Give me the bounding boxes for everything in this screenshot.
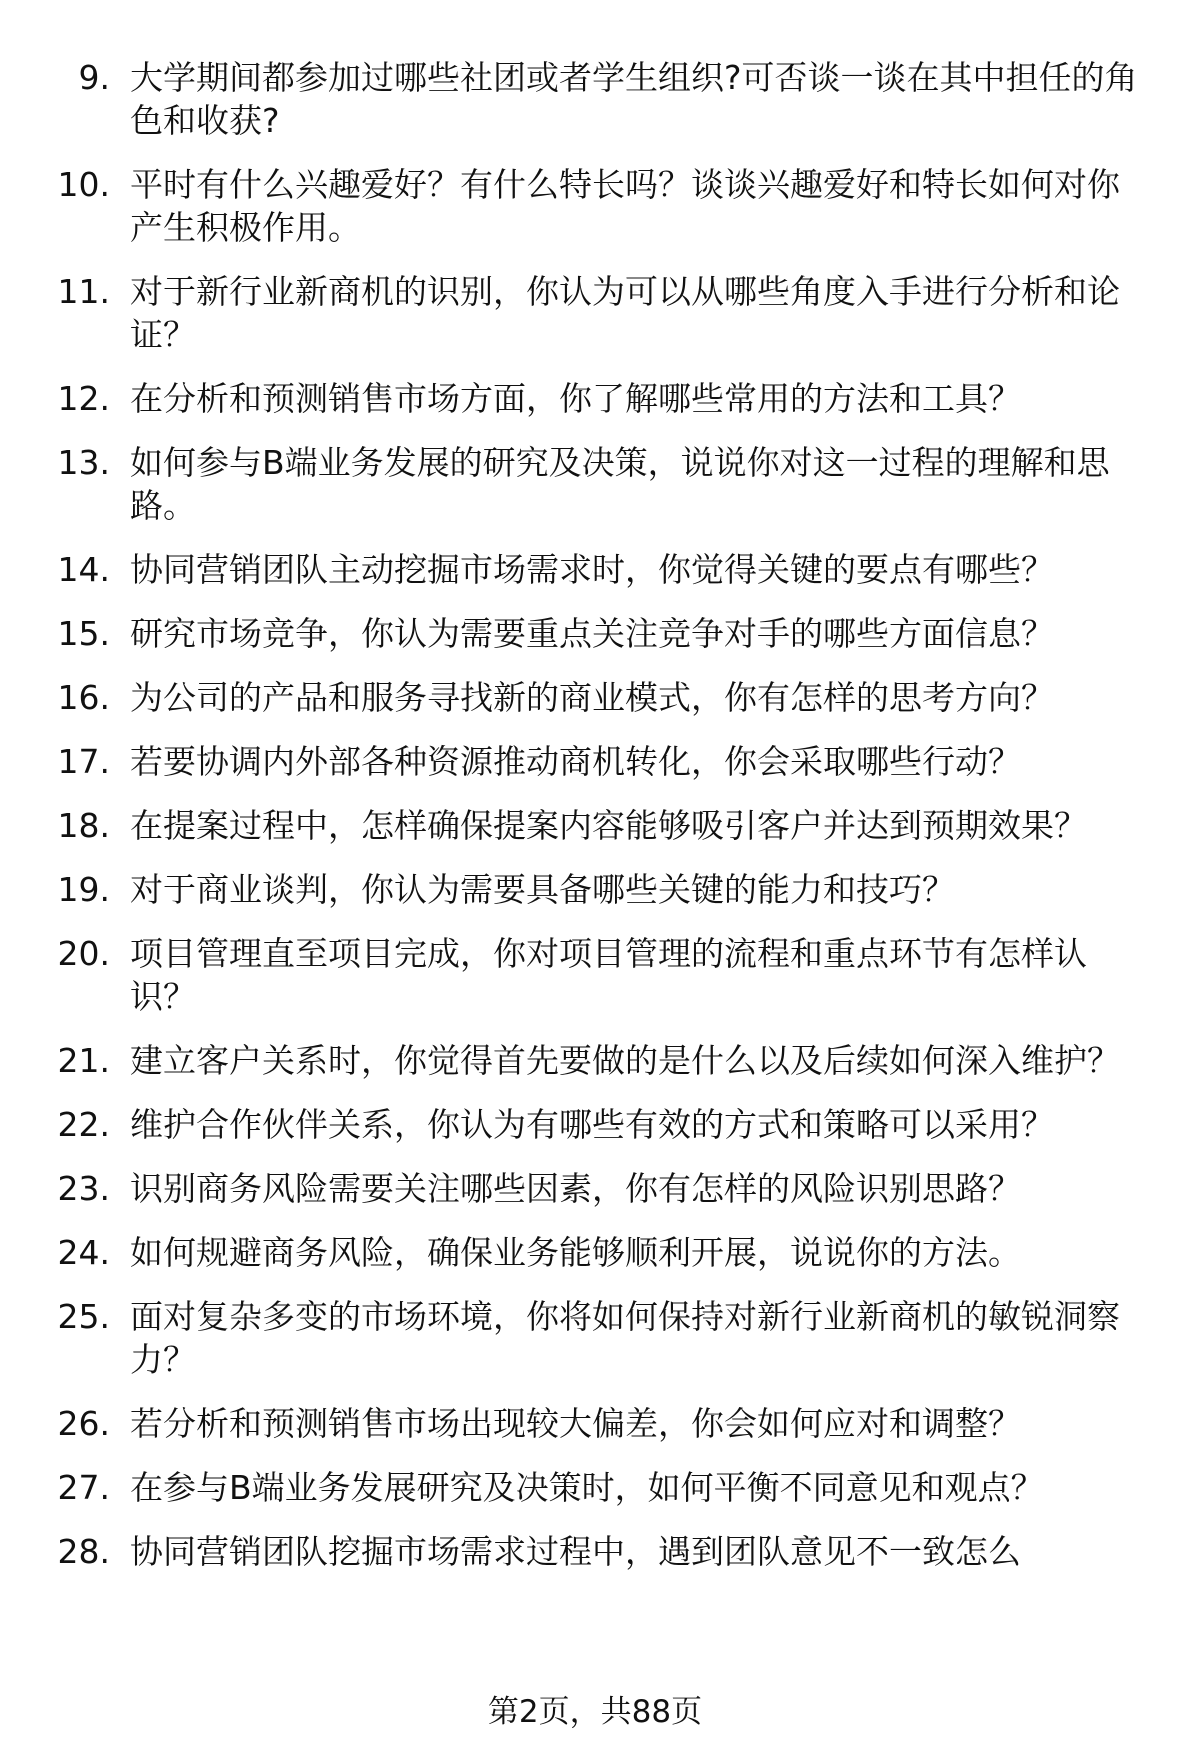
question-number: 25. <box>57 1297 110 1336</box>
question-item <box>0 1103 1170 1146</box>
question-item <box>0 56 1170 142</box>
question-text: 若要协调内外部各种资源推动商机转化，你会采取哪些行动？ <box>130 742 1021 781</box>
question-item <box>0 441 1170 527</box>
question-number: 20. <box>57 934 110 973</box>
question-number: 9. <box>78 58 110 97</box>
question-text: 建立客户关系时，你觉得首先要做的是什么以及后续如何深入维护？ <box>130 1041 1120 1080</box>
question-item <box>0 1231 1170 1274</box>
question-number: 27. <box>57 1468 110 1507</box>
question-text: 维护合作伙伴关系，你认为有哪些有效的方式和策略可以采用？ <box>130 1105 1054 1144</box>
question-text: 协同营销团队挖掘市场需求过程中，遇到团队意见不一致怎么 <box>130 1532 1021 1571</box>
question-item <box>0 676 1170 719</box>
question-text: 为公司的产品和服务寻找新的商业模式，你有怎样的思考方向？ <box>130 678 1054 717</box>
question-number: 11. <box>57 272 110 311</box>
question-text: 若分析和预测销售市场出现较大偏差，你会如何应对和调整？ <box>130 1404 1021 1443</box>
question-item <box>0 1402 1170 1445</box>
question-number: 28. <box>57 1532 110 1571</box>
question-text: 研究市场竞争，你认为需要重点关注竞争对手的哪些方面信息？ <box>130 614 1054 653</box>
question-item <box>0 932 1170 1018</box>
question-item <box>0 1039 1170 1082</box>
question-number: 13. <box>57 443 110 482</box>
question-item <box>0 1466 1170 1509</box>
question-item <box>0 548 1170 591</box>
question-number: 15. <box>57 614 110 653</box>
question-text: 在提案过程中，怎样确保提案内容能够吸引客户并达到预期效果？ <box>130 806 1087 845</box>
question-text: 在分析和预测销售市场方面，你了解哪些常用的方法和工具？ <box>130 379 1021 418</box>
question-number: 14. <box>57 550 110 589</box>
question-item <box>0 377 1170 420</box>
question-item <box>0 804 1170 847</box>
question-text: 识别商务风险需要关注哪些因素，你有怎样的风险识别思路？ <box>130 1169 1021 1208</box>
question-text: 对于新行业新商机的识别，你认为可以从哪些角度入手进行分析和论证？ <box>130 272 1120 354</box>
question-text: 如何参与B端业务发展的研究及决策，说说你对这一过程的理解和思路。 <box>130 443 1110 525</box>
question-text: 在参与B端业务发展研究及决策时，如何平衡不同意见和观点？ <box>130 1468 1044 1507</box>
page-footer: 第2页，共88页 <box>487 1694 703 1730</box>
question-number: 18. <box>57 806 110 845</box>
question-item <box>0 868 1170 911</box>
question-text: 如何规避商务风险，确保业务能够顺利开展，说说你的方法。 <box>130 1233 1021 1272</box>
question-text: 大学期间都参加过哪些社团或者学生组织?可否谈一谈在其中担任的角色和收获? <box>130 58 1138 140</box>
question-number: 10. <box>57 165 110 204</box>
question-text: 平时有什么兴趣爱好？有什么特长吗？谈谈兴趣爱好和特长如何对你产生积极作用。 <box>130 165 1120 247</box>
question-number: 19. <box>57 870 110 909</box>
question-number: 22. <box>57 1105 110 1144</box>
question-item <box>0 740 1170 783</box>
question-text: 面对复杂多变的市场环境，你将如何保持对新行业新商机的敏锐洞察力？ <box>130 1297 1120 1379</box>
question-number: 21. <box>57 1041 110 1080</box>
question-item <box>0 270 1170 356</box>
question-item <box>0 612 1170 655</box>
question-item <box>0 163 1170 249</box>
question-text: 项目管理直至项目完成，你对项目管理的流程和重点环节有怎样认识？ <box>130 934 1087 1016</box>
question-number: 12. <box>57 379 110 418</box>
question-number: 23. <box>57 1169 110 1208</box>
question-number: 26. <box>57 1404 110 1443</box>
question-item <box>0 1167 1170 1210</box>
question-number: 16. <box>57 678 110 717</box>
question-item <box>0 1295 1170 1381</box>
question-item <box>0 1530 1170 1573</box>
question-text: 协同营销团队主动挖掘市场需求时，你觉得关键的要点有哪些？ <box>130 550 1054 589</box>
question-text: 对于商业谈判，你认为需要具备哪些关键的能力和技巧？ <box>130 870 955 909</box>
question-number: 17. <box>57 742 110 781</box>
question-list <box>0 56 1190 1594</box>
question-number: 24. <box>57 1233 110 1272</box>
